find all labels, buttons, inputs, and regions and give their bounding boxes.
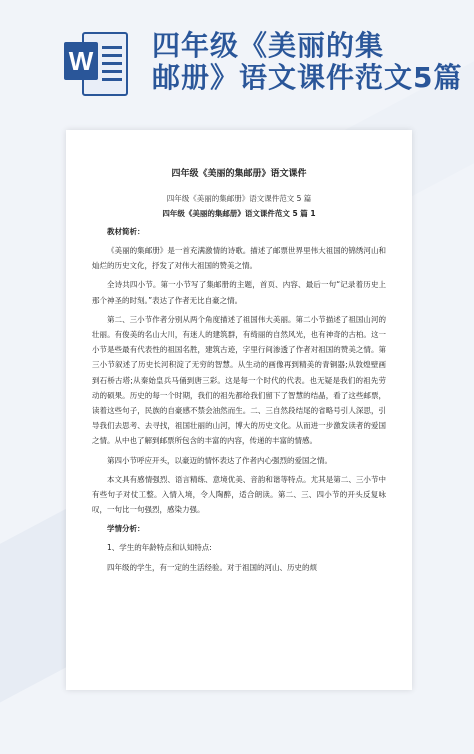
subsection-heading: 教材简析： [107,227,145,236]
banner-title [152,30,474,94]
paragraph: 第二、三小节作者分别从两个角度描述了祖国伟大美丽。第二小节描述了祖国山河的壮丽。有俊美的名山大川，有迷人的建筑群，有绮丽的自然风光，也有神奇的古柏。这一小节是些最有代表性的祖国名胜，建筑古迹，字里行间渗透了作者对祖国的赞美之情。第三小节叙述了历史长河积淀了无穷的智慧。从生动的画像再到精美的青铜器;从敦煌壁画到石桥古塔;从秦始皇兵马俑到唐三彩。这是每一个时代的代表。也无疑是我们的祖先劳动的硕果。历史的每一个时期，我们的祖先都给我们留下了智慧的结晶，看了这些邮票，读着这些句子，民族的自豪感不禁会油然而生。二、三自然段结尾的省略号引人深思，引导我们去思考、去寻找，祖国壮丽的山河，博大的历史文化。从而进一步激发读者的爱国之情。从中也了解到邮票所包含的丰富的内容，传递的丰富的情感。 [92,314,386,446]
paragraph: 本文具有感情强烈、语言精练、意境优美、音韵和谐等特点。尤其是第二、三小节中有些句子对仗工整。入情入境，令人陶醉，适合朗读。第二、三、四小节的开头反复咏叹，一句比一句强烈，感染力强。 [92,474,386,515]
section-heading: 四年级《美丽的集邮册》语文课件范文 5 篇 1 [162,209,316,218]
word-logo-badge: W [64,42,98,80]
document-title: 四年级《美丽的集邮册》语文课件 [171,169,307,179]
subsection-heading: 学情分析： [107,524,145,534]
list-item: 1、学生的年龄特点和认知特点: [107,543,212,553]
paragraph: 全诗共四小节。第一小节写了集邮册的主题，首页、内容、最后一句“记录着历史上那个神圣的时刻。”表达了作者无比自豪之情。 [92,280,386,305]
banner-title-line2: 邮册》语文课件范文5篇 [152,61,463,94]
banner-title-line1: 四年级《美丽的集 [152,29,385,62]
paragraph: 四年级的学生，有一定的生活经验。对于祖国的河山、历史的烦 [107,562,317,572]
paragraph: 《美丽的集邮册》是一首充满激情的诗歌。描述了邮票世界里伟大祖国的锦绣河山和灿烂的历史文化，抒发了对伟大祖国的赞美之情。 [92,246,386,271]
paragraph: 第四小节呼应开头，以豪迈的情怀表达了作者内心强烈的爱国之情。 [107,455,332,465]
word-document-icon [64,28,130,100]
document-page [66,130,412,690]
banner [0,0,474,105]
document-subtitle: 四年级《美丽的集邮册》语文课件范文 5 篇 [166,194,312,203]
